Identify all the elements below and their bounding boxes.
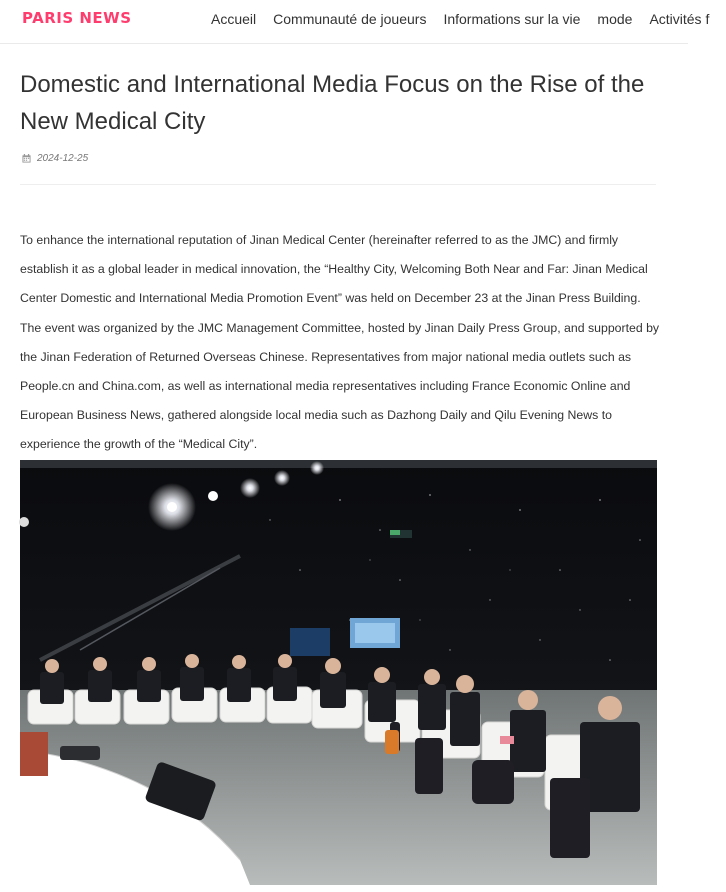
article-body: To enhance the international reputation of Jinan Medical Center (hereinafter referred to as the JMC) and firmly establish it as a global leader in medical innovation, the “Healthy City, Welcoming Both Near and Far: Jinan Medical Center Domestic and International Media Promotion Event” was held on December 23 at the Jinan Press Building. The event was organized by the JMC Management Committee, hosted by Jinan Daily Press Group, and supported by the Jinan Federation of Returned Overseas Chinese. Representatives from major national media outlets such as People.cn and China.com, as well as international media representatives including France Economic Online and European Business News, gathered alongside local media such as Dazhong Daily and Qilu Evening News to experience the growth of the “Medical City”. <box>20 233 660 452</box>
article-photo <box>20 460 657 885</box>
top-navigation-bar <box>0 0 710 44</box>
article-date: 2024-12-25 <box>37 153 89 164</box>
nav-item-activites[interactable]: Activités f <box>649 11 710 27</box>
nav-item-mode[interactable]: mode <box>597 11 633 27</box>
nav-item-informations[interactable]: Informations sur la vie <box>443 11 581 27</box>
main-nav <box>211 11 726 27</box>
studio-event-photo <box>20 460 657 885</box>
nav-item-accueil[interactable]: Accueil <box>211 11 257 27</box>
divider <box>20 184 656 185</box>
article-meta <box>22 153 88 164</box>
calendar-icon <box>22 154 31 163</box>
site-logo[interactable]: PARIS NEWS <box>22 9 132 27</box>
nav-item-communaute[interactable]: Communauté de joueurs <box>273 11 427 27</box>
article-title: Domestic and International Media Focus on the Rise of the New Medical City <box>20 71 645 135</box>
